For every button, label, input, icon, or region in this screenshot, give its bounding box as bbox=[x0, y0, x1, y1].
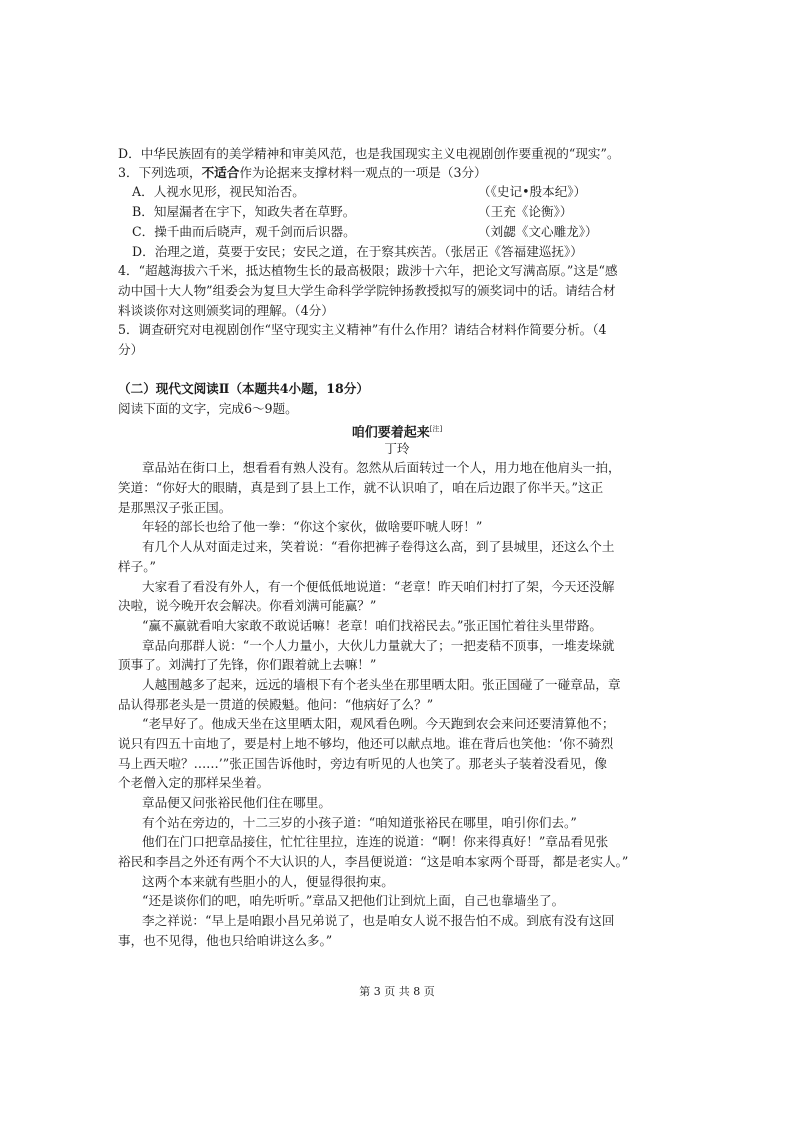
q3-option-d: D．治理之道，莫要于安民；安民之道，在于察其疾苦。（张居正《答福建巡抚》） bbox=[132, 244, 583, 259]
story-line: 他们在门口把章品接住，忙忙往里拉，连连的说道：“啊！你来得真好！”章品看见张 bbox=[142, 834, 609, 849]
q4-line: 4．“超越海拔六千米，抵达植物生长的最高极限；跋涉十六年，把论文写满高原。”这是“感 bbox=[118, 263, 618, 278]
story-line: 章品向那群人说：“一个人力量小，大伙儿力量就大了；一把麦秸不顶事，一堆麦垛就 bbox=[142, 638, 615, 653]
q3-stem bbox=[118, 164, 487, 182]
story-line: 裕民和李昌之外还有两个不大认识的人，李昌便说道：“这是咱本家两个哥哥，都是老实人。” bbox=[118, 854, 629, 869]
story-line: 是那黑汉子张正国。 bbox=[118, 500, 232, 515]
q3-option-c: C．操千曲而后晓声，观千剑而后识器。 bbox=[132, 224, 356, 239]
story-line: “还是谈你们的吧，咱先听听。”章品又把他们让到炕上面，自己也靠墙坐了。 bbox=[142, 893, 565, 908]
page-footer: 第 3 页 共 8 页 bbox=[359, 985, 435, 998]
story-line: 事，也不见得，他也只给咱讲这么多。” bbox=[118, 933, 333, 948]
q3-stem-suffix: 作为论据来支撑材料一观点的一项是（3分） bbox=[239, 165, 487, 180]
story-line: 有几个人从对面走过来，笑着说：“看你把裤子卷得这么高，到了县城里，还这么个土 bbox=[142, 539, 615, 554]
q3-option-c-source: （刘勰《文心雕龙》） bbox=[478, 224, 598, 239]
story-line: 人越围越多了起来，远远的墙根下有个老头坐在那里晒太阳。张正国碰了一碰章品，章 bbox=[142, 677, 621, 692]
q4-line: 料谈谈你对这则颁奖词的理解。（4分） bbox=[118, 303, 334, 318]
story-line: 章品站在街口上，想看看有熟人没有。忽然从后面转过一个人，用力地在他肩头一拍， bbox=[142, 460, 621, 475]
story-line: “老早好了。他成天坐在这里晒太阳，观风看色咧。今天跑到农会来问还要清算他不； bbox=[142, 716, 615, 731]
story-line: 笑道：“你好大的眼睛，真是到了县上工作，就不认识咱了，咱在后边跟了你半天。”这正 bbox=[118, 480, 604, 495]
story-line: 这两个本来就有些胆小的人，便显得很拘束。 bbox=[142, 874, 394, 889]
story-line: 大家看了看没有外人，有一个便低低地说道：“老章！昨天咱们村打了架，今天还没解 bbox=[142, 579, 615, 594]
story-title-note: [注] bbox=[429, 425, 443, 433]
story-title-text: 咱们要着起来 bbox=[351, 425, 430, 441]
story-line: “赢不赢就看咱大家敢不敢说话嘛！老章！咱们找裕民去。”张正国忙着往头里带路。 bbox=[142, 618, 602, 633]
q3-option-a: A．人视水见形，视民知治否。 bbox=[132, 184, 305, 199]
section-heading: （二）现代文阅读Ⅱ（本题共4小题，18分） bbox=[118, 381, 369, 396]
q3-option-a-source: （《史记•殷本纪》） bbox=[478, 184, 587, 199]
story-line: 说只有四五十亩地了，要是村上地不够均，他还可以献点地。谁在背后也笑他：‘你不骑烈 bbox=[118, 736, 614, 751]
q4-line: 动中国十大人物”组委会为复旦大学生命科学学院钟扬教授拟写的颁奖词中的话。请结合材 bbox=[118, 283, 616, 298]
story-line: 顶事了。刘满打了先锋，你们跟着就上去嘛！” bbox=[118, 657, 377, 672]
story-line: 年轻的部长也给了他一拳：“你这个家伙，做啥要吓唬人呀！” bbox=[142, 519, 483, 534]
story-line: 品认得那老头是一贯道的侯殿魁。他问：“他病好了么？” bbox=[118, 697, 434, 712]
section-instruction: 阅读下面的文字，完成6～9题。 bbox=[118, 401, 298, 416]
q3-stem-prefix: 3．下列选项， bbox=[118, 165, 202, 180]
story-line: 章品便又问张裕民他们住在哪里。 bbox=[142, 795, 331, 810]
q3-option-b: B．知屋漏者在宇下，知政失者在草野。 bbox=[132, 204, 356, 219]
story-line: 李之祥说：“早上是咱跟小昌兄弟说了，也是咱女人说不报告怕不成。到底有没有这回 bbox=[142, 913, 615, 928]
story-line: 马上西天啦？……’”张正国告诉他时，旁边有听见的人也笑了。那老头子装着没看见，像 bbox=[118, 756, 608, 771]
q5-line: 分） bbox=[118, 342, 144, 357]
q3-stem-emphasis: 不适合 bbox=[201, 165, 240, 180]
story-line: 样子。” bbox=[118, 559, 156, 574]
story-line: 有个站在旁边的，十二三岁的小孩子道：“咱知道张裕民在哪里，咱引你们去。” bbox=[142, 815, 577, 830]
story-author: 丁玲 bbox=[384, 441, 410, 456]
q2-option-d: D．中华民族固有的美学精神和审美风范，也是我国现实主义电视剧创作要重视的“现实”。 bbox=[118, 146, 620, 161]
q3-option-b-source: （王充《论衡》） bbox=[478, 204, 573, 219]
story-title bbox=[0, 420, 794, 442]
story-line: 个老僧入定的那样呆坐着。 bbox=[118, 775, 270, 790]
story-line: 决啦，说今晚开农会解决。你看刘满可能赢？” bbox=[118, 598, 377, 613]
q5-line: 5．调查研究对电视剧创作“坚守现实主义精神”有什么作用？请结合材料作简要分析。（4 bbox=[118, 322, 607, 337]
